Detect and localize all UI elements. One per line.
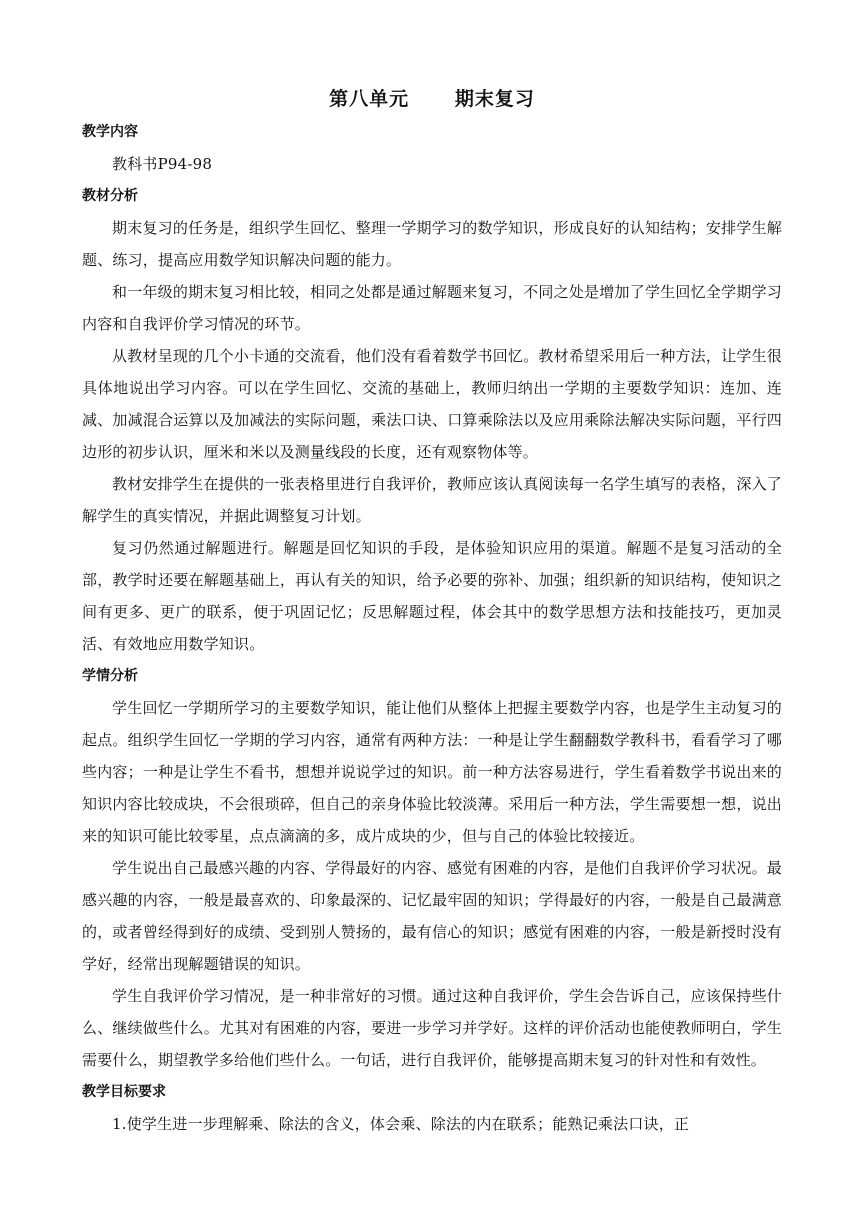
section-textbook-analysis (82, 180, 782, 660)
paragraph: 期末复习的任务是，组织学生回忆、整理一学期学习的数学知识，形成良好的认知结构；安排学生解题、练习，提高应用数学知识解决问题的能力。 (82, 219, 782, 269)
paragraph: 学生说出自己最感兴趣的内容、学得最好的内容、感觉有困难的内容，是他们自我评价学习状况。最感兴趣的内容，一般是最喜欢的、印象最深的、记忆最牢固的知识；学得最好的内容，一般是自己最满意的，或者曾经得到好的成绩、受到别人赞扬的，最有信心的知识；感觉有困难的内容，一般是新授时没有学好，经常出现解题错误的知识。 (82, 859, 782, 973)
paragraph: 学生回忆一学期所学习的主要数学知识，能让他们从整体上把握主要数学内容，也是学生主动复习的起点。组织学生回忆一学期的学习内容，通常有两种方法：一种是让学生翻翻数学教科书，看看学习了哪些内容；一种是让学生不看书，想想并说说学过的知识。前一种方法容易进行，学生看着数学书说出来的知识内容比较成块，不会很琐碎，但自己的亲身体验比较淡薄。采用后一种方法，学生需要想一想，说出来的知识可能比较零星，点点滴滴的多，成片成块的少，但与自己的体验比较接近。 (82, 699, 782, 845)
paragraph: 1.使学生进一步理解乘、除法的含义，体会乘、除法的内在联系；能熟记乘法口诀，正 (112, 1115, 690, 1133)
paragraph: 从教材呈现的几个小卡通的交流看，他们没有看着数学书回忆。教材希望采用后一种方法，让学生很具体地说出学习内容。可以在学生回忆、交流的基础上，教师归纳出一学期的主要数学知识：连加、连减、加减混合运算以及加减法的实际问题，乘法口诀、口算乘除法以及应用乘除法解决实际问题，平行四边形的初步认识，厘米和米以及测量线段的长度，还有观察物体等。 (82, 347, 782, 461)
section-heading: 教学目标要求 (82, 1084, 166, 1100)
section-heading: 教学内容 (82, 124, 138, 140)
section-heading: 教材分析 (82, 188, 138, 204)
paragraph: 学生自我评价学习情况，是一种非常好的习惯。通过这种自我评价，学生会告诉自己，应该保持些什么、继续做些什么。尤其对有困难的内容，要进一步学习并学好。这样的评价活动也能使教师明白，学生需要什么，期望教学多给他们些什么。一句话，进行自我评价，能够提高期末复习的针对性和有效性。 (82, 987, 782, 1069)
document-page (82, 84, 782, 1140)
section-teaching-objectives (82, 1076, 782, 1140)
document-title: 第八单元 期末复习 (329, 88, 535, 110)
section-heading: 学情分析 (82, 668, 138, 684)
paragraph: 复习仍然通过解题进行。解题是回忆知识的手段，是体验知识应用的渠道。解题不是复习活动的全部，教学时还要在解题基础上，再认有关的知识，给予必要的弥补、加强；组织新的知识结构，使知识之间有更多、更广的联系，便于巩固记忆；反思解题过程，体会其中的数学思想方法和技能技巧，更加灵活、有效地应用数学知识。 (82, 539, 782, 653)
paragraph: 和一年级的期末复习相比较，相同之处都是通过解题来复习，不同之处是增加了学生回忆全学期学习内容和自我评价学习情况的环节。 (82, 283, 782, 333)
paragraph: 教科书P94-98 (112, 155, 213, 173)
section-student-analysis (82, 660, 782, 1076)
section-teaching-content (82, 116, 782, 180)
paragraph: 教材安排学生在提供的一张表格里进行自我评价，教师应该认真阅读每一名学生填写的表格，深入了解学生的真实情况，并据此调整复习计划。 (82, 475, 782, 525)
